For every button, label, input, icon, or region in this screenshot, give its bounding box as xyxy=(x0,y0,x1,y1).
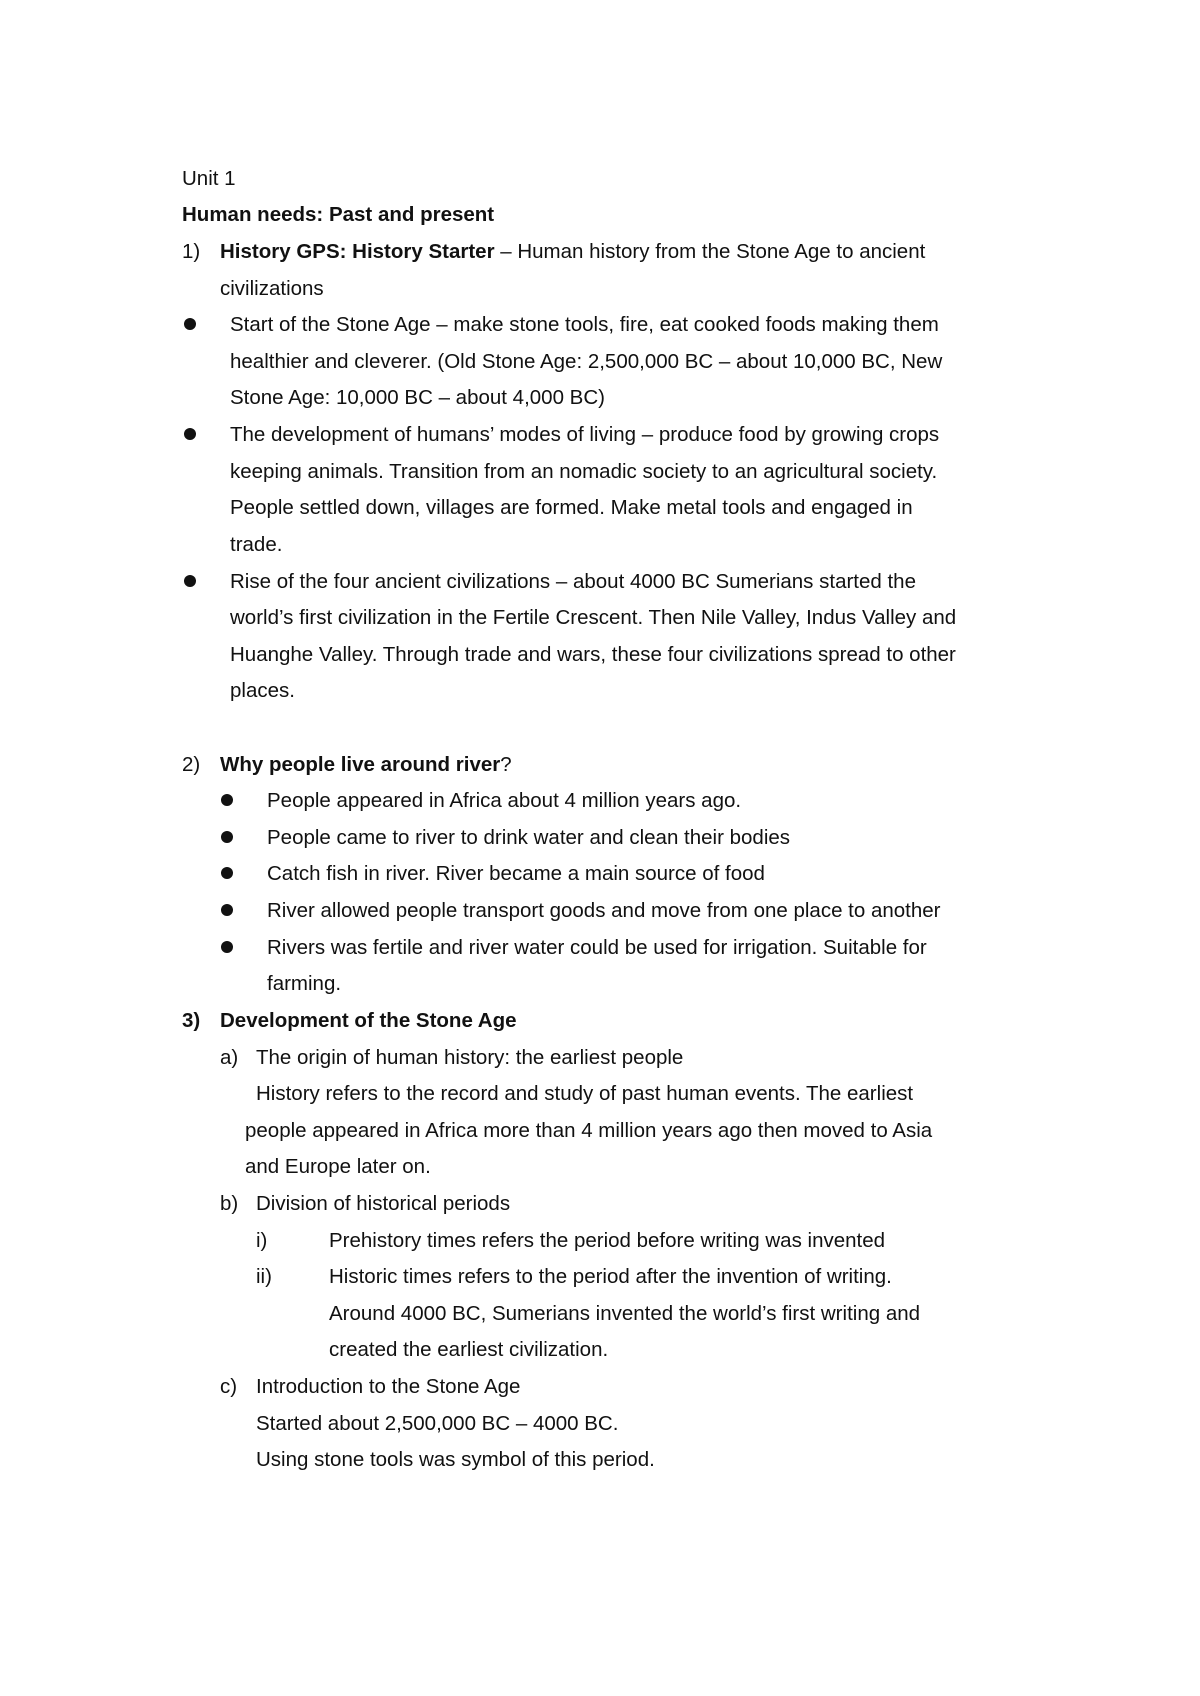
bullet-icon xyxy=(221,941,233,953)
section-1-bullet-2-line-2: keeping animals. Transition from an nomadic society to an agricultural society. xyxy=(230,460,938,483)
section-3a-label: a) xyxy=(220,1046,239,1069)
section-3-number: 3) xyxy=(182,1009,201,1032)
section-3c-line-2: Using stone tools was symbol of this period. xyxy=(256,1448,655,1471)
section-1-bullet-1-line-1: Start of the Stone Age – make stone tools, fire, eat cooked foods making them xyxy=(230,313,939,336)
section-3b-item-1-line-1: Prehistory times refers the period before writing was invented xyxy=(329,1229,886,1252)
section-3-title: Development of the Stone Age xyxy=(220,1009,517,1032)
section-3b-item-2-line-1: Historic times refers to the period after the invention of writing. xyxy=(329,1265,892,1288)
section-1-number: 1) xyxy=(182,240,201,263)
section-1-heading xyxy=(220,239,925,265)
section-3a-line-2: people appeared in Africa more than 4 million years ago then moved to Asia xyxy=(245,1119,933,1142)
section-3c-heading: Introduction to the Stone Age xyxy=(256,1375,521,1398)
section-1-bullet-1-line-2: healthier and cleverer. (Old Stone Age: 2,500,000 BC – about 10,000 BC, New xyxy=(230,350,943,373)
bullet-icon xyxy=(184,575,196,587)
unit-label: Unit 1 xyxy=(182,167,236,190)
section-1-bullet-3-line-2: world’s first civilization in the Fertile Crescent. Then Nile Valley, Indus Valley and xyxy=(230,606,957,629)
section-2-bullet-5-line-2: farming. xyxy=(267,972,342,995)
section-3b-item-1-label: i) xyxy=(256,1229,268,1252)
section-3c-line-1: Started about 2,500,000 BC – 4000 BC. xyxy=(256,1412,619,1435)
section-2-bullet-5-line-1: Rivers was fertile and river water could be used for irrigation. Suitable for xyxy=(267,936,927,959)
bullet-icon xyxy=(221,831,233,843)
section-1-bullet-1-line-3: Stone Age: 10,000 BC – about 4,000 BC) xyxy=(230,386,605,409)
document-title: Human needs: Past and present xyxy=(182,203,495,226)
section-2-bullet-3: Catch fish in river. River became a main source of food xyxy=(267,862,765,885)
section-3b-item-2-line-2: Around 4000 BC, Sumerians invented the world’s first writing and xyxy=(329,1302,921,1325)
section-2-bullet-1: People appeared in Africa about 4 million years ago. xyxy=(267,789,742,812)
section-1-bullet-2-line-4: trade. xyxy=(230,533,283,556)
section-2-number: 2) xyxy=(182,753,201,776)
section-1-bullet-2-line-1: The development of humans’ modes of living – produce food by growing crops xyxy=(230,423,940,446)
section-2-heading xyxy=(220,752,512,778)
section-3b-label: b) xyxy=(220,1192,239,1215)
section-1-title-continued: civilizations xyxy=(220,277,324,300)
section-3b-item-2-line-3: created the earliest civilization. xyxy=(329,1338,609,1361)
section-3b-heading: Division of historical periods xyxy=(256,1192,511,1215)
section-3b-item-2-label: ii) xyxy=(256,1265,272,1288)
bullet-icon xyxy=(221,904,233,916)
section-3a-heading: The origin of human history: the earliest people xyxy=(256,1046,684,1069)
section-1-bullet-3-line-1: Rise of the four ancient civilizations – about 4000 BC Sumerians started the xyxy=(230,570,916,593)
section-3a-line-1: History refers to the record and study of past human events. The earliest xyxy=(256,1082,914,1105)
section-2-title: Why people live around river xyxy=(220,753,501,776)
section-1-title: History GPS: History Starter xyxy=(220,240,495,263)
section-2-bullet-2: People came to river to drink water and clean their bodies xyxy=(267,826,791,849)
section-1-bullet-2-line-3: People settled down, villages are formed. Make metal tools and engaged in xyxy=(230,496,913,519)
section-3c-label: c) xyxy=(220,1375,238,1398)
section-2-bullet-4: River allowed people transport goods and move from one place to another xyxy=(267,899,941,922)
section-1-bullet-3-line-3: Huanghe Valley. Through trade and wars, these four civilizations spread to other xyxy=(230,643,956,666)
section-1-title-rest: – Human history from the Stone Age to ancient xyxy=(494,240,926,263)
section-3a-line-3: and Europe later on. xyxy=(245,1155,431,1178)
bullet-icon xyxy=(184,318,196,330)
section-1-bullet-3-line-4: places. xyxy=(230,679,295,702)
bullet-icon xyxy=(221,867,233,879)
bullet-icon xyxy=(184,428,196,440)
section-2-title-question-mark: ? xyxy=(500,753,512,776)
bullet-icon xyxy=(221,794,233,806)
